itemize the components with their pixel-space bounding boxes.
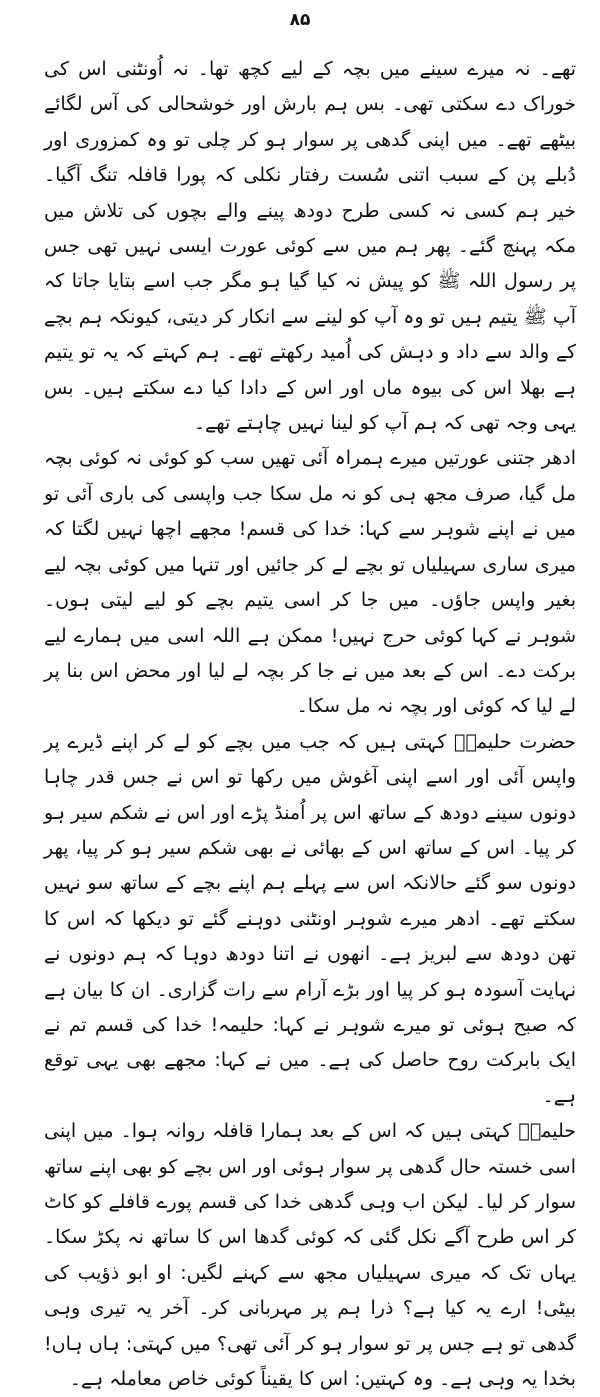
- body-text: [44, 52, 576, 1397]
- paragraph-3: حضرت حلیمہؓ کہتی ہیں کہ جب میں بچے کو لے کر اپنے ڈیرے پر واپس آئی اور اسے اپنی آغوش میں رکھا تو اس نے جس قدر چاہا دونوں سینے دودھ کے ساتھ اس پر اُمنڈ پڑے اور اس نے شکم سیر ہو کر پیا۔ اس کے ساتھ اس کے بھائی نے بھی شکم سیر ہو کر پیا، پھر دونوں سو گئے حالانکہ اس سے پہلے ہم اپنے بچے کے ساتھ سو نہیں سکتے تھے۔ ادھر میرے شوہر اونٹنی دوہنے گئے تو دیکھا کہ اس کا تھن دودھ سے لبریز ہے۔ انھوں نے اتنا دودھ دوہا کہ ہم دونوں نے نہایت آسودہ ہو کر پیا اور بڑے آرام سے رات گزاری۔ ان کا بیان ہے کہ صبح ہوئی تو میرے شوہر نے کہا: حلیمہ! خدا کی قسم تم نے ایک بابرکت روح حاصل کی ہے۔ میں نے کہا: مجھے بھی یہی توقع ہے۔: [44, 730, 576, 1107]
- page-number: ۸۵: [289, 10, 311, 30]
- paragraph-1: تھے۔ نہ میرے سینے میں بچہ کے لیے کچھ تھا۔ نہ اُونٹنی اس کی خوراک دے سکتی تھی۔ بس ہم بارش اور خوشحالی کی آس لگائے بیٹھے تھے۔ میں اپنی گدھی پر سوار ہو کر چلی تو وہ کمزوری اور دُبلے پن کے سبب اتنی سُست رفتار نکلی کہ پورا قافلہ تنگ آگیا۔ خیر ہم کسی نہ کسی طرح دودھ پینے والے بچوں کی تلاش میں مکہ پہنچ گئے۔ پھر ہم میں سے کوئی عورت ایسی نہیں تھی جس پر رسول اللہ ﷺ کو پیش نہ کیا گیا ہو مگر جب اسے بتایا جاتا کہ آپ ﷺ یتیم ہیں تو وہ آپ کو لینے سے انکار کر دیتی، کیونکہ ہم بچے کے والد سے داد و دہش کی اُمید رکھتے تھے۔ ہم کہتے کہ یہ تو یتیم ہے بھلا اس کی بیوہ ماں اور اس کے دادا کیا دے سکتے ہیں۔ بس یہی وجہ تھی کہ ہم آپ کو لینا نہیں چاہتے تھے۔: [44, 58, 576, 435]
- paragraph-4: حلیمہؓ کہتی ہیں کہ اس کے بعد ہمارا قافلہ روانہ ہوا۔ میں اپنی اسی خستہ حال گدھی پر سوار ہوئی اور اس بچے کو بھی اپنے ساتھ سوار کر لیا۔ لیکن اب وہی گدھی خدا کی قسم پورے قافلے کو کاٹ کر اس طرح آگے نکل گئی کہ کوئی گدھا اس کا ساتھ نہ پکڑ سکا۔ یہاں تک کہ میری سہیلیاں مجھ سے کہنے لگیں: او ابو ذؤیب کی بیٹی! ارے یہ کیا ہے؟ ذرا ہم پر مہربانی کر۔ آخر یہ تیری وہی گدھی تو ہے جس پر تو سوار ہو کر آئی تھی؟ میں کہتی: ہاں ہاں! بخدا یہ وہی ہے۔ وہ کہتیں: اس کا یقیناً کوئی خاص معاملہ ہے۔: [44, 1120, 576, 1391]
- paragraph-2: ادھر جتنی عورتیں میرے ہمراہ آئی تھیں سب کو کوئی نہ کوئی بچہ مل گیا، صرف مجھ ہی کو نہ مل سکا جب واپسی کی باری آئی تو میں نے اپنے شوہر سے کہا: خدا کی قسم! مجھے اچھا نہیں لگتا کہ میری ساری سہیلیاں تو بچے لے کر جائیں اور تنہا میں کوئی بچہ لیے بغیر واپس جاؤں۔ میں جا کر اسی یتیم بچے کو لیے لیتی ہوں۔ شوہر نے کہا کوئی حرج نہیں! ممکن ہے اللہ اسی میں ہمارے لیے برکت دے۔ اس کے بعد میں نے جا کر بچہ لے لیا اور محض اس بنا پر لے لیا کہ کوئی اور بچہ نہ مل سکا۔: [44, 447, 576, 718]
